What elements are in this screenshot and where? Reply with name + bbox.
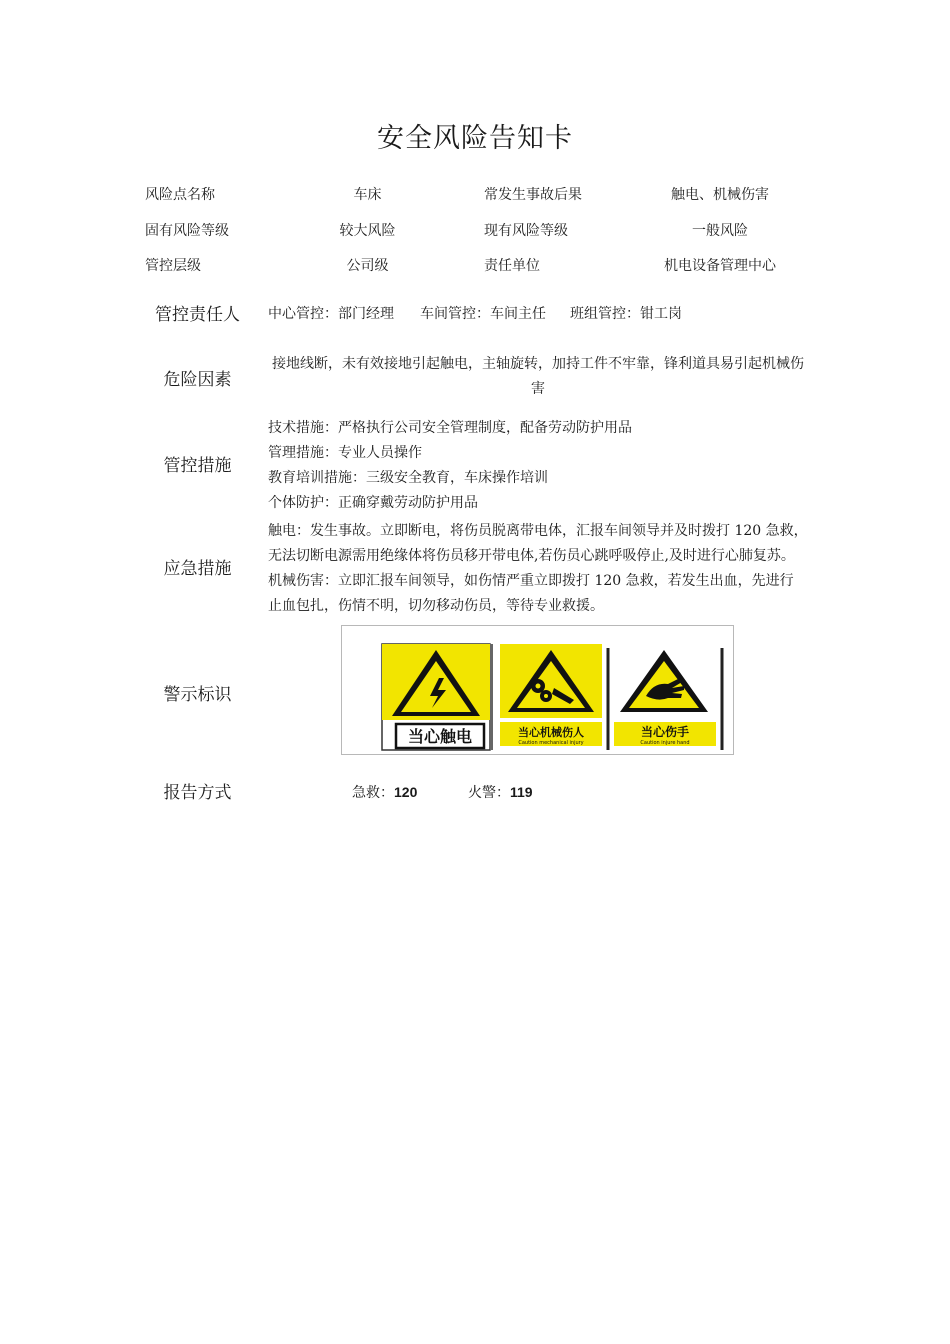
fire-alarm-label: 火警： — [468, 785, 510, 801]
measure-personal: 个体防护：正确穿戴劳动防护用品 — [268, 495, 478, 511]
first-aid-label: 急救： — [352, 785, 394, 801]
warning-signs-panel — [341, 625, 734, 755]
sign-text-1: 当心触电 — [407, 727, 473, 746]
fire-alarm-number: 119 — [510, 784, 533, 800]
current-risk-label: 现有风险等级 — [484, 223, 568, 239]
emergency-line: 无法切断电源需用绝缘体将伤员移开带电体,若伤员心跳呼吸停止,及时进行心肺复苏。 — [268, 548, 795, 564]
first-aid — [352, 782, 417, 802]
sign-subtext-3: Caution injure hand — [640, 740, 690, 746]
sign-hand-injury — [614, 644, 716, 746]
emergency-line: 触电：发生事故。立即断电，将伤员脱离带电体，汇报车间领导并及时拨打 120 急救， — [268, 523, 808, 539]
sign-mechanical-injury — [500, 644, 602, 746]
hazards-text: 接地线断，未有效接地引起触电，主轴旋转，加持工件不牢靠，锋利道具易引起机械伤害 — [272, 356, 804, 397]
warning-label: 警示标识 — [163, 685, 232, 705]
report-label: 报告方式 — [163, 783, 232, 803]
unit-label: 责任单位 — [484, 258, 540, 274]
sign-text-2: 当心机械伤人 — [518, 726, 584, 739]
fire-alarm — [468, 782, 533, 802]
responsible-center: 中心管控：部门经理 — [268, 306, 394, 322]
unit-value: 机电设备管理中心 — [664, 258, 776, 274]
accident-label: 常发生事故后果 — [484, 187, 582, 203]
sign-electric-shock — [382, 644, 490, 750]
measure-training: 教育培训措施：三级安全教育，车床操作培训 — [268, 470, 548, 486]
page-title: 安全风险告知卡 — [377, 123, 573, 154]
inherent-risk-value: 较大风险 — [339, 223, 396, 239]
sign-subtext-2: Caution mechanical injury — [518, 740, 584, 746]
measure-management: 管理措施：专业人员操作 — [268, 445, 422, 461]
risk-point-label: 风险点名称 — [145, 187, 215, 203]
inherent-risk-label: 固有风险等级 — [145, 223, 229, 239]
risk-point-value: 车床 — [353, 187, 382, 203]
current-risk-value: 一般风险 — [692, 223, 748, 239]
sign-text-3: 当心伤手 — [640, 725, 690, 739]
hazards-label: 危险因素 — [163, 370, 232, 390]
accident-value: 触电、机械伤害 — [671, 187, 769, 203]
control-level-label: 管控层级 — [145, 258, 201, 274]
emergency-label: 应急措施 — [163, 559, 232, 579]
control-level-value: 公司级 — [346, 258, 389, 274]
responsible-workshop: 车间管控：车间主任 — [420, 306, 546, 322]
measure-technical: 技术措施：严格执行公司安全管理制度，配备劳动防护用品 — [268, 420, 632, 436]
first-aid-number: 120 — [394, 784, 418, 800]
responsible-label: 管控责任人 — [155, 305, 240, 325]
responsible-team: 班组管控：钳工岗 — [570, 306, 682, 322]
emergency-line: 机械伤害：立即汇报车间领导，如伤情严重立即拨打 120 急救，若发生出血，先进行 — [268, 573, 794, 589]
measures-label: 管控措施 — [163, 456, 232, 476]
emergency-line: 止血包扎，伤情不明，切勿移动伤员，等待专业救援。 — [268, 598, 604, 614]
